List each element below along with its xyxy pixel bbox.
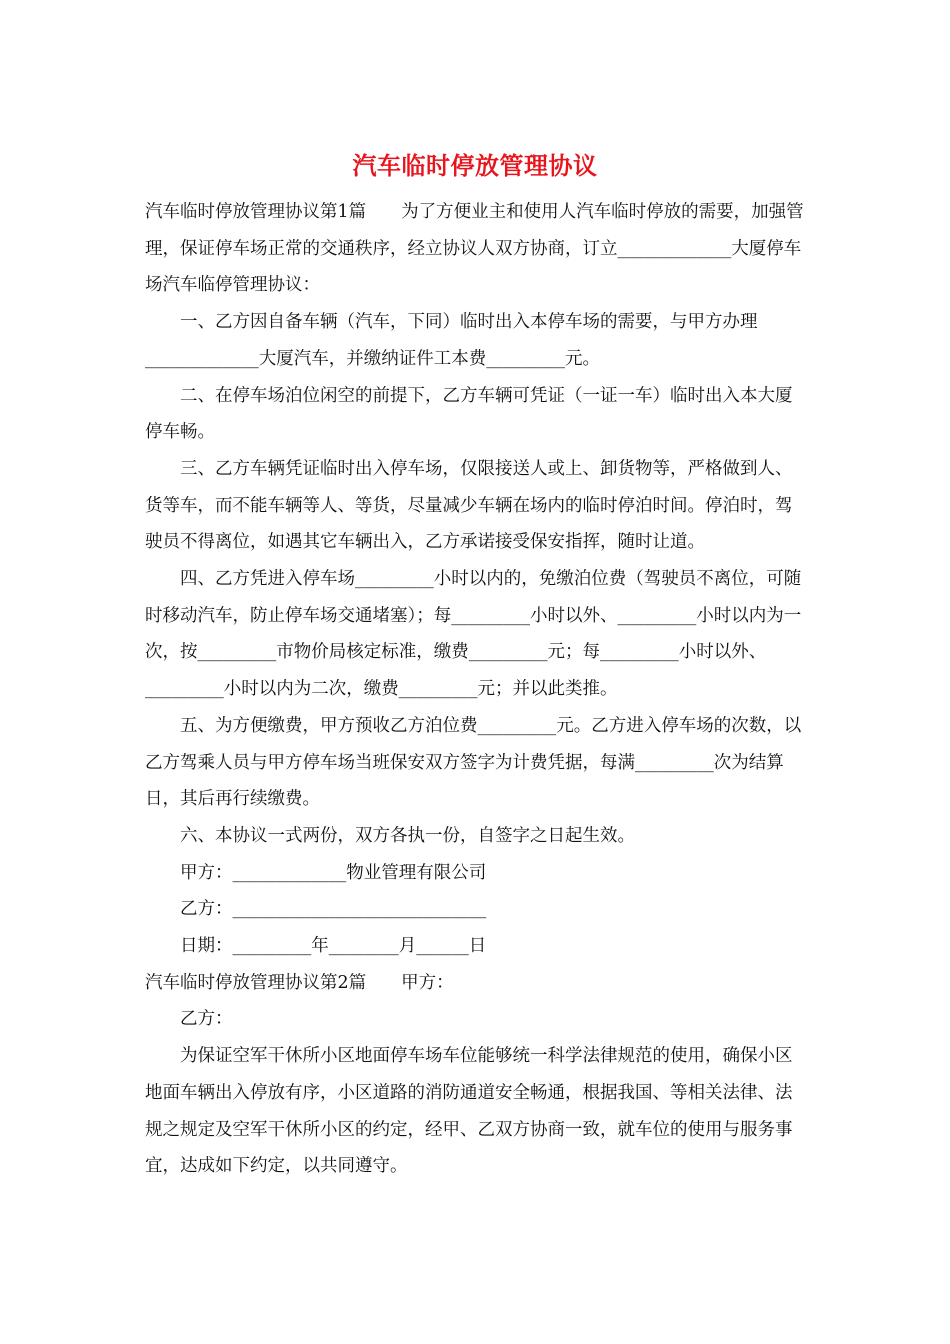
party-a-line: 甲方：_____________物业管理有限公司	[180, 862, 487, 883]
party-b-line-2: 乙方：	[180, 1009, 233, 1030]
paragraph-4: 三、乙方车辆凭证临时出入停车场，仅限接送人或上、卸货物等，严格做到人、货等车，而不能车辆等人、等货，尽量减少车辆在场内的临时停泊时间。停泊时，驾驶员不得离位，如遇其它车辆出入，乙方承诺接受保安指挥，随时让道。	[145, 458, 793, 553]
document-title: 汽车临时停放管理协议	[352, 151, 598, 180]
paragraph-3: 二、在停车场泊位闲空的前提下，乙方车辆可凭证（一证一车）临时出入本大厦停车畅。	[145, 385, 793, 443]
date-line: 日期：_________年________月______日	[180, 936, 487, 957]
paragraph-6: 五、为方便缴费，甲方预收乙方泊位费_________元。乙方进入停车场的次数，以乙方驾乘人员与甲方停车场当班保安双方签字为计费凭据，每满_________次为结算日，其后再行续缴费。	[145, 715, 802, 810]
paragraph-11: 汽车临时停放管理协议第2篇 甲方：	[145, 972, 454, 993]
document-body	[145, 194, 809, 1185]
paragraph-5: 四、乙方凭进入停车场_________小时以内的，免缴泊位费（驾驶员不离位，可随时移动汽车，防止停车场交通堵塞）；每_________小时以外、_________小时以内为一次，按_________市物价局核定标准，缴费_________元；每_________小时以外、_________小时以内为二次，缴费_________元；并以此类推。	[145, 569, 802, 700]
paragraph-2: 一、乙方因自备车辆（汽车，下同）临时出入本停车场的需要，与甲方办理_____________大厦汽车，并缴纳证件工本费_________元。	[145, 312, 758, 369]
paragraph-1: 汽车临时停放管理协议第1篇 为了方便业主和使用人汽车临时停放的需要，加强管理，保证停车场正常的交通秩序，经立协议人双方协商，订立_____________大厦停车场汽车临停管理协议：	[145, 202, 804, 296]
paragraph-13: 为保证空军干休所小区地面停车场车位能够统一科学法律规范的使用，确保小区地面车辆出入停放有序，小区道路的消防通道安全畅通，根据我国、等相关法律、法规之规定及空军干休所小区的约定，经甲、乙双方协商一致，就车位的使用与服务事宜，达成如下约定，以共同遵守。	[145, 1046, 793, 1177]
paragraph-7: 六、本协议一式两份，双方各执一份，自签字之日起生效。	[180, 825, 635, 846]
party-b-line: 乙方：_____________________________	[180, 899, 487, 920]
